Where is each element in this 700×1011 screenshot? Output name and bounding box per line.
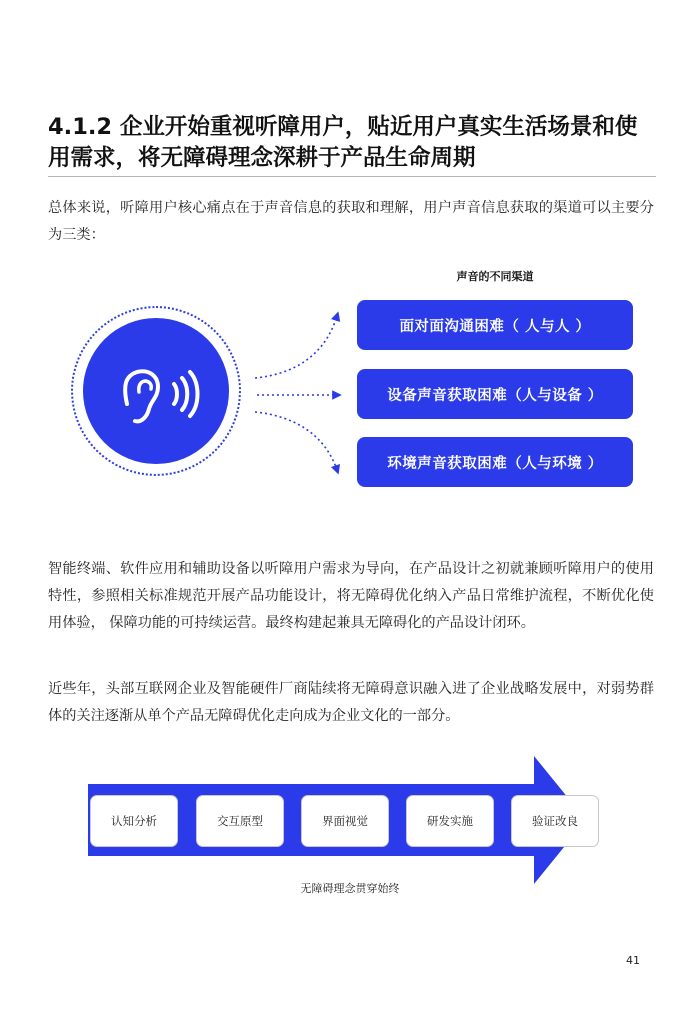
- channel-arrows: [245, 300, 355, 480]
- channel-environment-sound: 环境声音获取困难（人与环境 ）: [357, 437, 633, 487]
- flow-step-3: 界面视觉: [301, 795, 389, 847]
- flow-caption: 无障碍理念贯穿始终: [300, 882, 400, 895]
- flow-step-4: 研发实施: [406, 795, 494, 847]
- page-number: 41: [626, 954, 640, 967]
- flow-step-5: 验证改良: [511, 795, 599, 847]
- ear-icon: [83, 318, 229, 464]
- flow-step-2: 交互原型: [196, 795, 284, 847]
- heading-divider: [48, 176, 656, 177]
- arrow-down: [255, 412, 337, 470]
- section-heading: 4.1.2 企业开始重视听障用户，贴近用户真实生活场景和使用需求，将无障碍理念深耕于产品生命周期: [48, 114, 638, 171]
- ear-badge: [83, 318, 229, 464]
- flow-step-1: 认知分析: [90, 795, 178, 847]
- diagram-title: 声音的不同渠道: [456, 270, 534, 283]
- channel-face-to-face: 面对面沟通困难（ 人与人 ）: [357, 300, 633, 350]
- channel-device-sound: 设备声音获取困难（人与设备 ）: [357, 369, 633, 419]
- arrow-up: [255, 316, 337, 378]
- body-paragraph-2: 近些年，头部互联网企业及智能硬件厂商陆续将无障碍意识融入进了企业战略发展中，对弱势群体的关注逐渐从单个产品无障碍优化走向成为企业文化的一部分。: [48, 681, 654, 724]
- body-paragraph-1: 智能终端、软件应用和辅助设备以听障用户需求为导向，在产品设计之初就兼顾听障用户的使用特性，参照相关标准规范开展产品功能设计，将无障碍优化纳入产品日常维护流程，不断优化使用体验， 保障功能的可持续运营。最终构建起兼具无障碍化的产品设计闭环。: [48, 561, 654, 631]
- intro-paragraph: 总体来说，听障用户核心痛点在于声音信息的获取和理解，用户声音信息获取的渠道可以主要分为三类：: [48, 200, 654, 243]
